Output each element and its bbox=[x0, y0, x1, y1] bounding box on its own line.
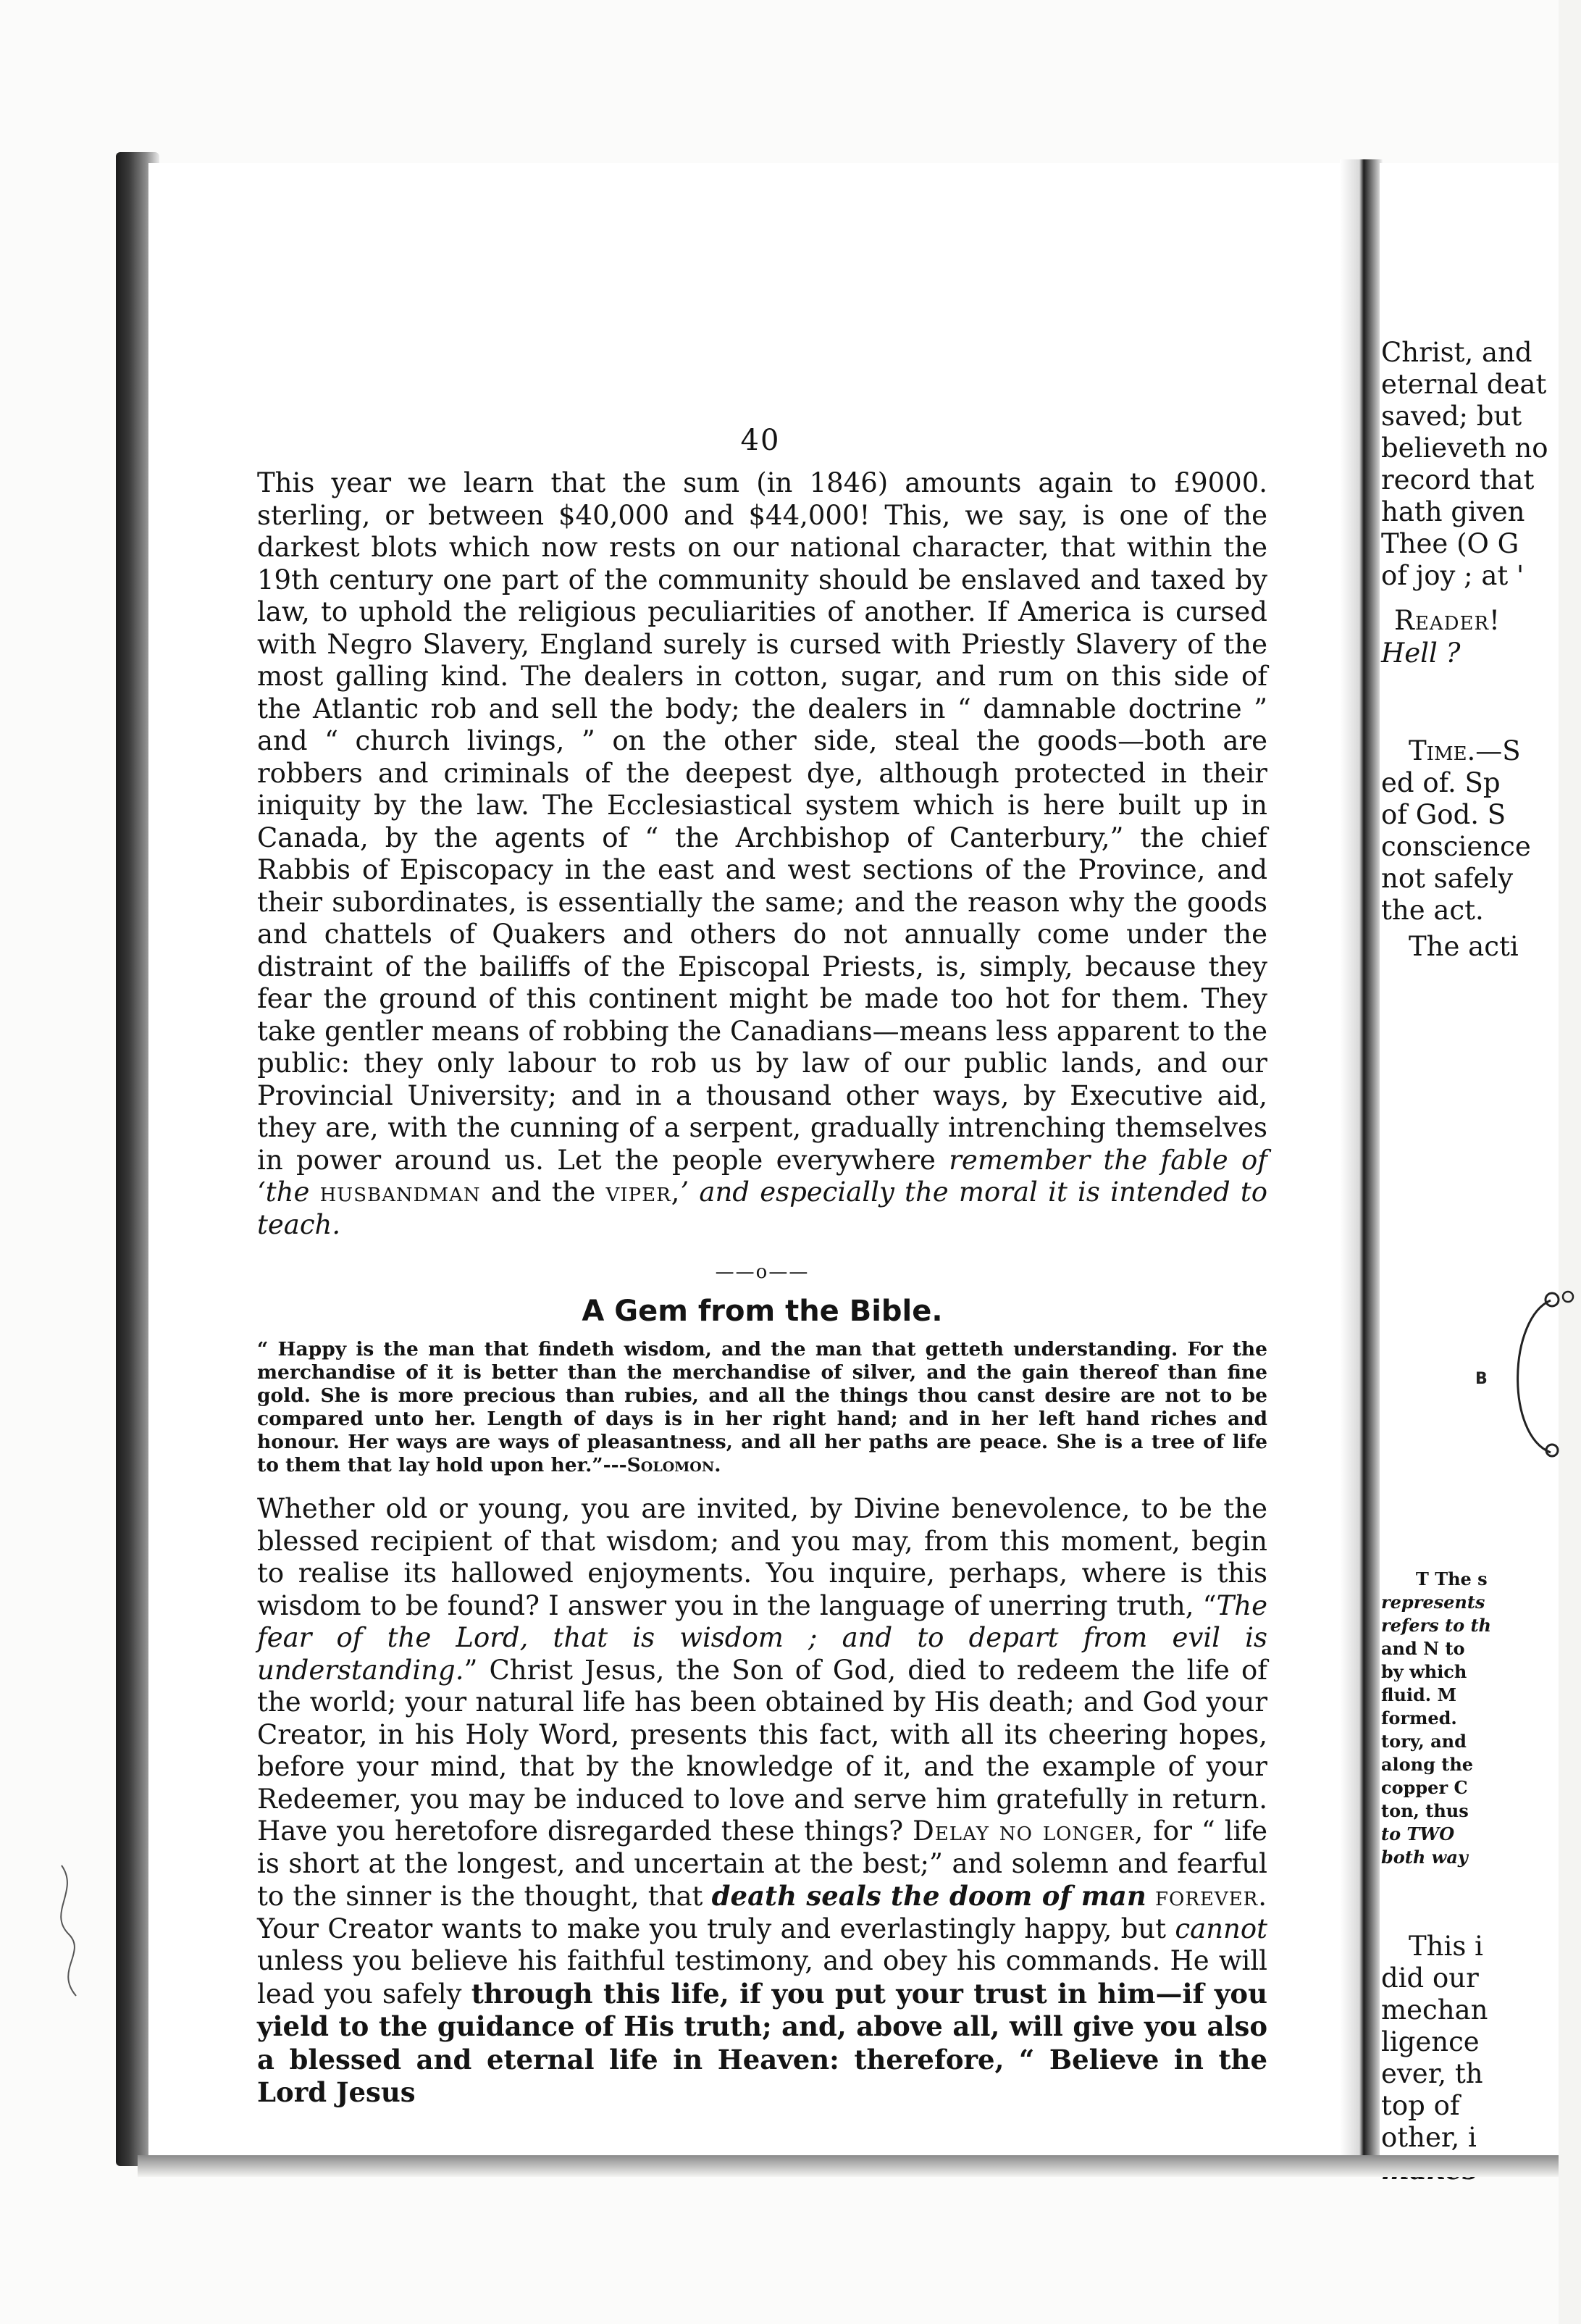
paragraph-slavery bbox=[257, 467, 1267, 1241]
right-block-1-line-2: eternal deat bbox=[1381, 369, 1547, 400]
right-block-2-line-4: conscience bbox=[1381, 831, 1531, 862]
right-block-3: The acti bbox=[1409, 931, 1519, 962]
right-block-1-line-1: Christ, and bbox=[1381, 337, 1532, 368]
right-block-1-line-4: believeth no bbox=[1381, 432, 1548, 464]
right-block-2-line-3: of God. S bbox=[1381, 799, 1506, 830]
smallcaps-forever: forever. bbox=[1154, 1881, 1267, 1912]
right-block-4-line-7: other, i bbox=[1381, 2122, 1477, 2153]
right-footnote-line-1: T The s bbox=[1416, 1568, 1488, 1589]
right-block-4-line-1: This i bbox=[1409, 1931, 1483, 1962]
epigraph-author: Solomon. bbox=[626, 1454, 721, 1476]
right-block-1-line-5: record that bbox=[1381, 464, 1535, 496]
right-block-1-line-3: saved; but bbox=[1381, 401, 1522, 432]
right-block-4-line-5: ever, th bbox=[1381, 2058, 1483, 2089]
wisdom-part-4: Your Creator wants to make you truly and everlastingly happy, but bbox=[257, 1913, 1167, 1944]
smallcaps-husbandman: husbandman bbox=[319, 1176, 481, 1208]
italic-fable: remember the fable of ‘the bbox=[257, 1144, 1268, 1208]
wisdom-part-5: unless you believe his faithful testimony, and obey his commands. He will lead you safely bbox=[257, 1945, 1267, 2010]
plain-and-the: and the bbox=[490, 1176, 596, 1208]
right-block-2-line-5: not safely bbox=[1381, 863, 1514, 894]
right-footnote-line-13: both way bbox=[1381, 1847, 1468, 1868]
right-block-1-line-7: Thee (O G bbox=[1381, 528, 1519, 559]
right-footnote-line-6: fluid. M bbox=[1381, 1684, 1457, 1705]
right-block-4-line-3: mechan bbox=[1381, 1994, 1488, 2026]
right-block-2-line-2: ed of. Sp bbox=[1381, 767, 1501, 798]
battery-diagram bbox=[1465, 1290, 1581, 1463]
wisdom-bold-tail: through this life, if you put your trust in him—if you yield to the guidance of His truth; and, above all, will give you also a blessed and eternal life in Heaven: therefore, “ Believe in the Lord Jesus bbox=[257, 1977, 1267, 2108]
right-footnote-line-11: ton, thus bbox=[1381, 1800, 1469, 1821]
paragraph-wisdom bbox=[257, 1493, 1267, 2110]
right-block-4-line-2: did our bbox=[1381, 1963, 1479, 1994]
right-footnote-line-9: along the bbox=[1381, 1754, 1474, 1775]
page-bottom-shadow bbox=[138, 2155, 1559, 2177]
wisdom-part-2: ” Christ Jesus, the Son of God, died to redeem the life of the world; your natural life has been obtained by His death; and God your Creator, in his Holy Word, presents this fact, with all its cheering hopes, before your mind, that by the knowledge of it, and the example of your Redeemer, you may be induced to love and serve him gratefully in return. Have you heretofore disregarded these things? bbox=[257, 1654, 1267, 1847]
right-block-2-line-6: the act. bbox=[1381, 895, 1484, 926]
right-reader: Reader! bbox=[1394, 605, 1501, 636]
pencil-mark bbox=[40, 1862, 98, 1999]
smallcaps-delay: Delay no longer, bbox=[913, 1815, 1144, 1847]
epigraph-text: “ Happy is the man that findeth wisdom, and the man that getteth understanding. For the merchandise of it is better than the merchandise of silver, and the gain thereof than fine gold. She is more precious than rubies, and all the things thou canst desire are not to be compared unto her. Length of days is in her right hand; and in her left hand riches and honour. Her ways are ways of pleasantness, and all her paths are peace. She is a tree of life to them that lay hold upon her.”--- bbox=[257, 1338, 1267, 1476]
right-footnote-line-3: refers to th bbox=[1381, 1615, 1492, 1636]
right-footnote-line-5: by which bbox=[1381, 1661, 1467, 1682]
epigraph-quote bbox=[257, 1338, 1267, 1477]
right-page bbox=[1380, 163, 1559, 2155]
smallcaps-viper: viper, bbox=[605, 1176, 681, 1208]
text-column bbox=[257, 467, 1267, 2110]
italic-moral: ’ and especially the moral it is intended to teach. bbox=[257, 1176, 1268, 1240]
right-footnote-line-2: represents bbox=[1381, 1592, 1485, 1613]
right-block-2-line-1: Time.—S bbox=[1409, 735, 1521, 766]
section-heading: A Gem from the Bible. bbox=[582, 1295, 943, 1328]
page-number: 40 bbox=[740, 424, 781, 457]
right-footnote-line-12: to TWO bbox=[1381, 1823, 1455, 1844]
right-footnote-line-4: and N to bbox=[1381, 1638, 1465, 1659]
book-gutter bbox=[1340, 159, 1383, 2159]
right-block-1-line-6: hath given bbox=[1381, 496, 1525, 527]
wisdom-italic-quote: The fear of the Lord, that is wisdom ; and to depart from evil is understanding. bbox=[257, 1589, 1267, 1686]
right-footnote-line-7: formed. bbox=[1381, 1708, 1457, 1729]
paragraph-slavery-text: This year we learn that the sum (in 1846) amounts again to £9000. sterling, or between $40,000 and $44,000! This, we say, is one of the darkest blots which now rests on our national character, that within the 19th century one part of the community should be enslaved and taxed by law, to uphold the religious peculiarities of another. If America is cursed with Negro Slavery, England surely is cursed with Priestly Slavery of the most galling kind. The dealers in cotton, sugar, and rum on this side of the Atlantic rob and sell the body; the dealers in “ damnable doctrine ” and “ church livings, ” on the other side, steal the goods—both are robbers and criminals of the deepest dye, although protected in their iniquity by the law. The Ecclesiastical system which is here built up in Canada, by the agents of “ the Archbishop of Canterbury,” the chief Rabbis of Episcopacy in the east and west sections of the Province, and their subordinates, is essentially the same; and the reason why the goods and chattels of Quakers and others do not annually come under the distraint of the bailiffs of the Episcopal Priests, is, simply, because they fear the ground of this continent might be made too hot for them. They take gentler means of robbing the Canadians—means less apparent to the public: they only labour to rob us by law of our public lands, and our Provincial University; and in a thousand other ways, by Executive aid, they are, with the cunning of a serpent, gradually intrenching themselves in power around us. Let the people everywhere bbox=[257, 467, 1267, 1176]
right-block-4-line-6: top of bbox=[1381, 2090, 1460, 2121]
diagram-label-b: B bbox=[1475, 1370, 1488, 1388]
right-block-1-line-8: of joy ; at ' bbox=[1381, 560, 1525, 591]
right-block-4-line-4: ligence bbox=[1381, 2026, 1480, 2057]
wisdom-part-3: for “ life is short at the longest, and uncertain at the best;” and solemn and fearful to the sinner is the thought, that bbox=[257, 1815, 1267, 1912]
right-footnote-line-10: copper C bbox=[1381, 1777, 1468, 1798]
right-footnote-line-8: tory, and bbox=[1381, 1731, 1467, 1752]
wisdom-part-1: Whether old or young, you are invited, by Divine benevolence, to be the blessed recipient of that wisdom; and you may, from this moment, begin to realise its hallowed enjoyments. You inquire, perhaps, where is this wisdom to be found? I answer you in the language of unerring truth, “ bbox=[257, 1493, 1267, 1621]
section-divider: ——o—— bbox=[715, 1261, 810, 1283]
right-hell: Hell ? bbox=[1381, 638, 1461, 669]
wisdom-italic-cannot: cannot bbox=[1175, 1913, 1267, 1944]
left-page bbox=[148, 163, 1372, 2155]
wisdom-italic-doom: death seals the doom of man bbox=[711, 1880, 1146, 1912]
